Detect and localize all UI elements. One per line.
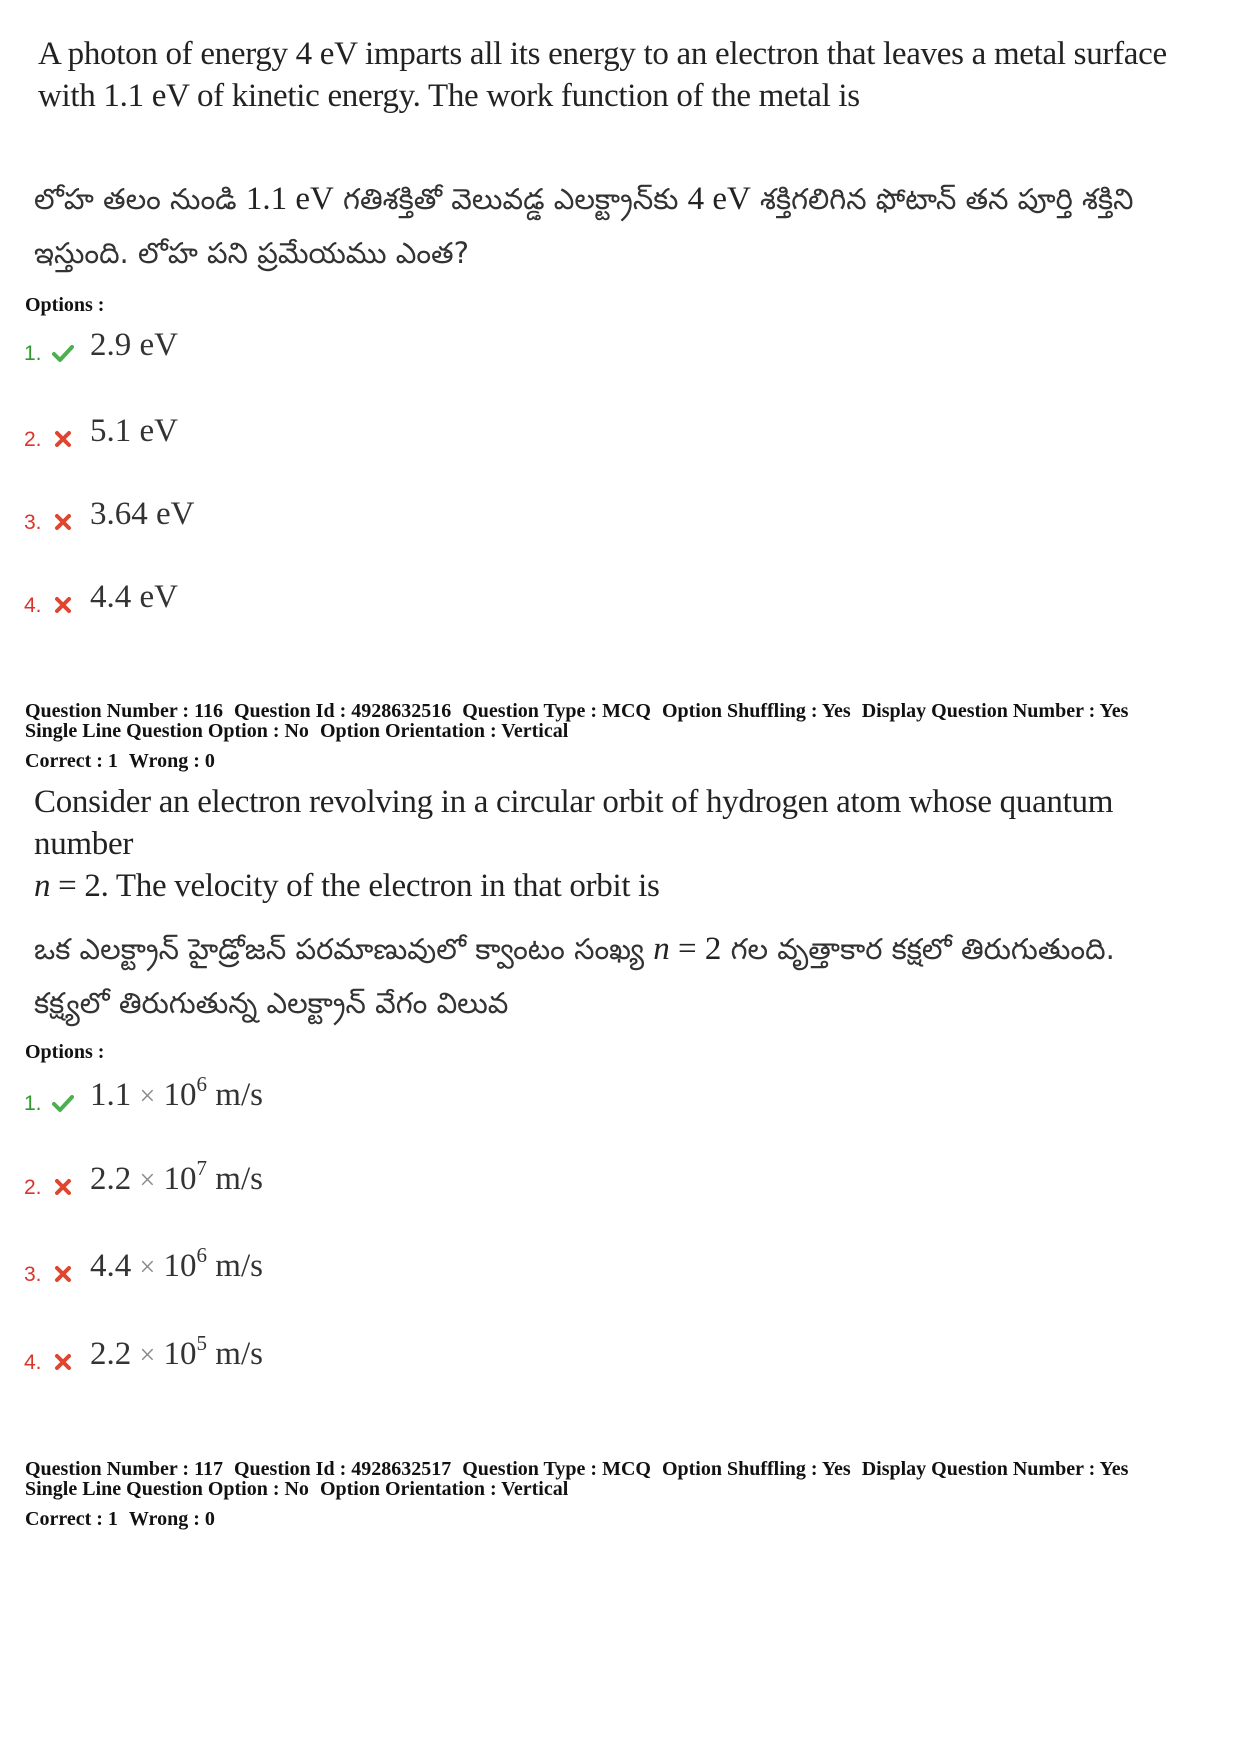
check-icon bbox=[52, 342, 74, 364]
option-number: 3. bbox=[24, 1263, 42, 1286]
telugu-line-2: కక్ష్యలో తిరుగుతున్న ఎలక్ట్రాన్ వేగం విలువ bbox=[34, 986, 509, 1020]
option-text: $2.2 \times 10^5$ m/s bbox=[90, 1331, 263, 1372]
meta-line-2: Single Line Question Option : No Option Orientation : Vertical bbox=[25, 1478, 569, 1500]
options-label: Options : bbox=[25, 294, 105, 316]
meta-line-2: Single Line Question Option : No Option Orientation : Vertical bbox=[25, 720, 569, 742]
question-116-text-english: Consider an electron revolving in a circular orbit of hydrogen atom whose quantum number n = 2. The velocity of the electron in that orbit is bbox=[34, 784, 1114, 904]
telugu-line-1: లోహ తలం నుండి 1.1 eV గతిశక్తితో వెలువడ్డ ఎలక్ట్రాన్‌కు 4 eV శక్తిగలిగిన ఫోటాన్ తన పూర్తి శక్తిని bbox=[34, 181, 1134, 217]
question-116-meta bbox=[25, 701, 1225, 771]
meta-line-1: Question Number : 117 Question Id : 4928632517 Question Type : MCQ Option Shuffling : Yes Display Question Number : Yes bbox=[25, 1458, 1129, 1480]
option-2[interactable] bbox=[24, 1156, 624, 1200]
check-icon bbox=[52, 1092, 74, 1114]
option-text: $1.1 \times 10^6$ m/s bbox=[90, 1072, 263, 1113]
telugu-line-2: ఇస్తుంది. లోహ పని ప్రమేయము ఎంత? bbox=[34, 236, 470, 270]
option-number: 2. bbox=[24, 428, 42, 451]
option-1[interactable] bbox=[24, 322, 624, 366]
option-4[interactable] bbox=[24, 1331, 624, 1375]
question-116-text-telugu bbox=[34, 922, 1214, 1030]
option-1[interactable] bbox=[24, 1072, 624, 1116]
cross-icon bbox=[52, 1351, 74, 1373]
option-2[interactable] bbox=[24, 408, 624, 452]
cross-icon bbox=[52, 594, 74, 616]
telugu-line-1: ఒక ఎలక్ట్రాన్ హైడ్రోజన్ పరమాణువులో క్వాంటం సంఖ్య n = 2 గల వృత్తాకార కక్షలో తిరుగుతుంది. bbox=[34, 931, 1115, 967]
option-text: 4.4 eV bbox=[90, 579, 178, 615]
cross-icon bbox=[52, 511, 74, 533]
meta-line-1: Question Number : 116 Question Id : 4928632516 Question Type : MCQ Option Shuffling : Yes Display Question Number : Yes bbox=[25, 700, 1129, 722]
meta-line-3: Correct : 1 Wrong : 0 bbox=[25, 750, 215, 772]
option-number: 2. bbox=[24, 1176, 42, 1199]
options-label: Options : bbox=[25, 1041, 105, 1063]
meta-line-3: Correct : 1 Wrong : 0 bbox=[25, 1508, 215, 1530]
cross-icon bbox=[52, 1263, 74, 1285]
question-115-text-telugu bbox=[34, 172, 1214, 280]
option-number: 4. bbox=[24, 1351, 42, 1374]
option-text: 5.1 eV bbox=[90, 413, 178, 449]
option-number: 4. bbox=[24, 594, 42, 617]
option-text: $4.4 \times 10^6$ m/s bbox=[90, 1243, 263, 1284]
cross-icon bbox=[52, 1176, 74, 1198]
option-number: 1. bbox=[24, 342, 42, 365]
question-115-text-english: A photon of energy 4 eV imparts all its energy to an electron that leaves a metal surface with 1.1 eV of kinetic energy. The work function of the metal is bbox=[38, 36, 1167, 114]
option-text: $2.2 \times 10^7$ m/s bbox=[90, 1156, 263, 1197]
option-text: 3.64 eV bbox=[90, 496, 195, 532]
cross-icon bbox=[52, 428, 74, 450]
option-4[interactable] bbox=[24, 574, 624, 618]
option-3[interactable] bbox=[24, 1243, 624, 1287]
question-117-meta bbox=[25, 1459, 1225, 1529]
option-text: 2.9 eV bbox=[90, 327, 178, 363]
option-number: 3. bbox=[24, 511, 42, 534]
option-number: 1. bbox=[24, 1092, 42, 1115]
option-3[interactable] bbox=[24, 491, 624, 535]
